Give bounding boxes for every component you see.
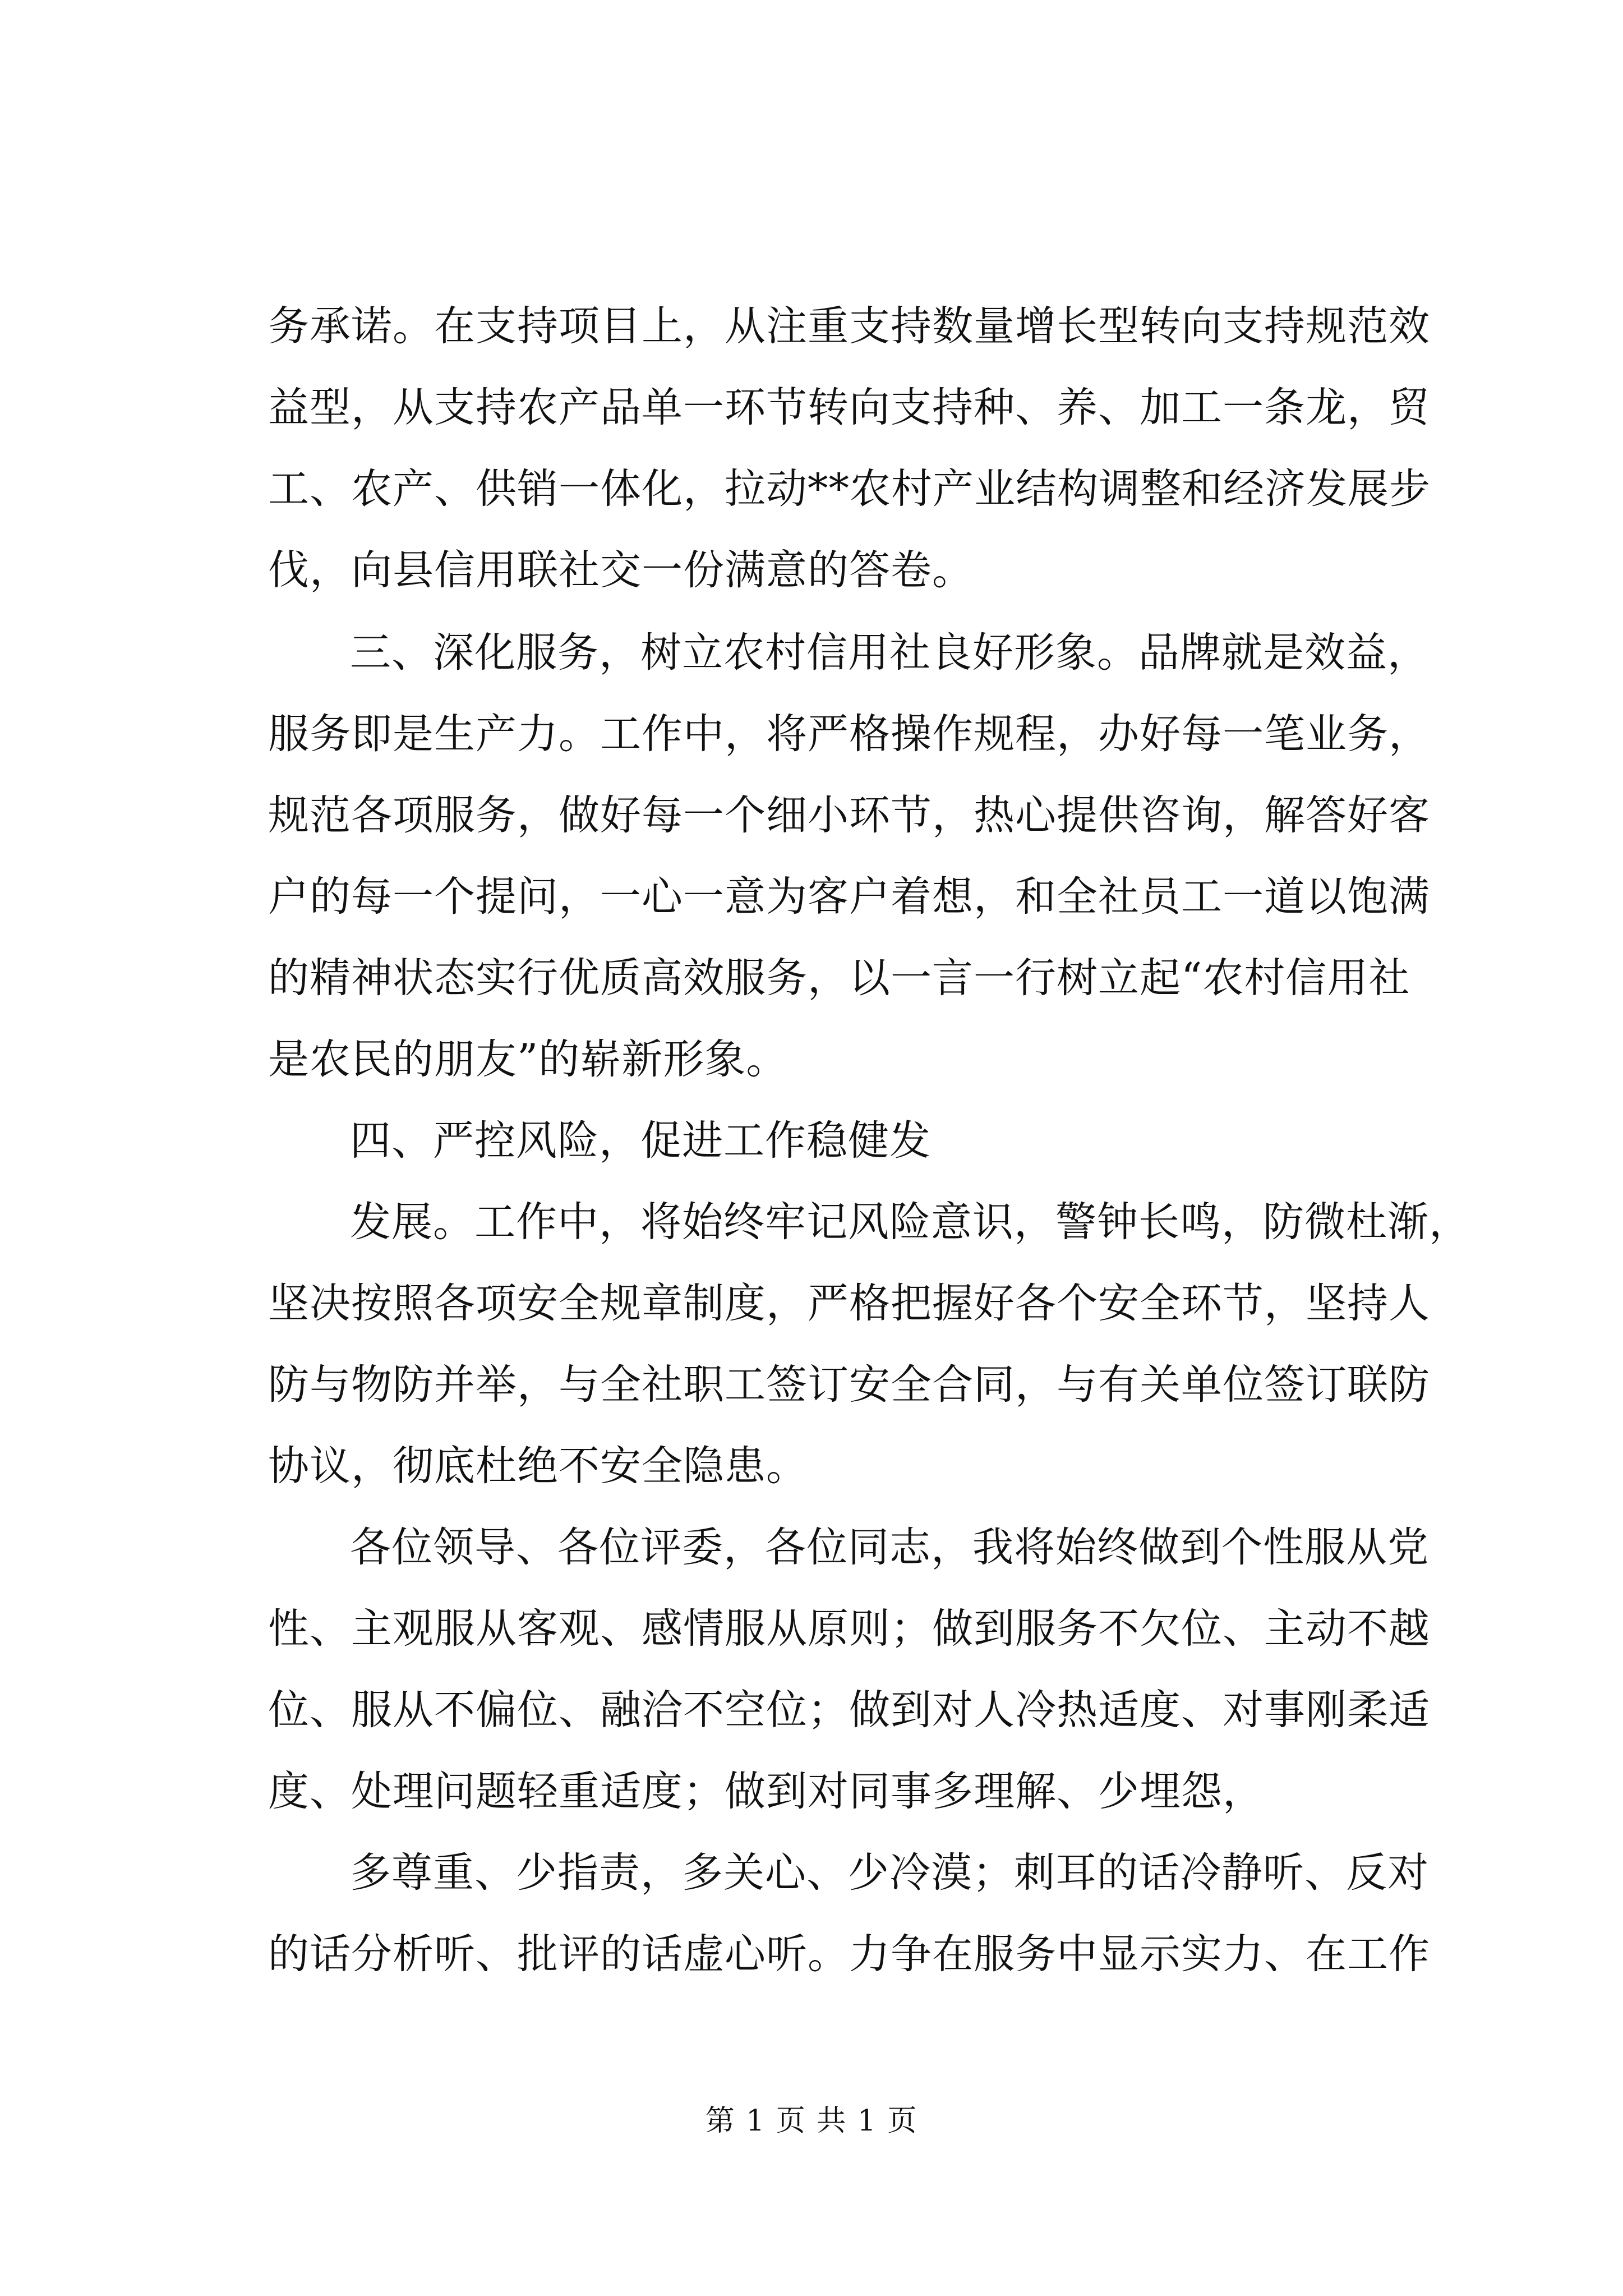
page-footer: 第 1 页 共 1 页 [705, 2104, 918, 2138]
section-heading-line: 四、严控风险，促进工作稳健发 [350, 1117, 931, 1165]
body-text-line: 务承诺。在支持项目上，从注重支持数量增长型转向支持规范效 [268, 302, 1430, 350]
body-text-line: 是农民的朋友”的崭新形象。 [268, 1036, 788, 1083]
body-text-line: 工、农产、供销一体化，拉动**农村产业结构调整和经济发展步 [268, 465, 1431, 513]
body-text-line: 的精神状态实行优质高效服务，以一言一行树立起“农村信用社 [268, 954, 1410, 1002]
body-text-line: 益型，从支持农产品单一环节转向支持种、养、加工一条龙，贸 [268, 384, 1430, 431]
body-text-line: 的话分析听、批评的话虚心听。力争在服务中显示实力、在工作 [268, 1930, 1430, 1978]
body-text-line: 协议，彻底杜绝不安全隐患。 [268, 1442, 808, 1490]
body-text-line: 各位领导、各位评委，各位同志，我将始终做到个性服从党 [350, 1524, 1429, 1571]
body-text-line: 坚决按照各项安全规章制度，严格把握好各个安全环节，坚持人 [268, 1280, 1430, 1327]
body-text-line: 服务即是生产力。工作中，将严格操作规程，办好每一笔业务， [268, 710, 1430, 758]
body-text-line: 位、服从不偏位、融洽不空位；做到对人冷热适度、对事刚柔适 [268, 1686, 1430, 1734]
body-text-line: 防与物防并举，与全社职工签订安全合同，与有关单位签订联防 [268, 1361, 1430, 1409]
body-text-line: 户的每一个提问，一心一意为客户着想，和全社员工一道以饱满 [268, 873, 1430, 921]
body-text-line: 性、主观服从客观、感情服从原则；做到服务不欠位、主动不越 [268, 1605, 1430, 1653]
body-text-line: 度、处理问题轻重适度；做到对同事多理解、少埋怨， [268, 1768, 1264, 1815]
section-heading-line: 三、深化服务，树立农村信用社良好形象。品牌就是效益， [350, 629, 1429, 677]
body-text-line: 规范各项服务，做好每一个细小环节，热心提供咨询，解答好客 [268, 792, 1430, 839]
body-text-line: 伐，向县信用联社交一份满意的答卷。 [268, 546, 974, 594]
body-text-line: 多尊重、少指责，多关心、少冷漠；刺耳的话冷静听、反对 [350, 1849, 1429, 1897]
body-text-line: 发展。工作中，将始终牢记风险意识，警钟长鸣，防微杜渐， [350, 1198, 1470, 1246]
